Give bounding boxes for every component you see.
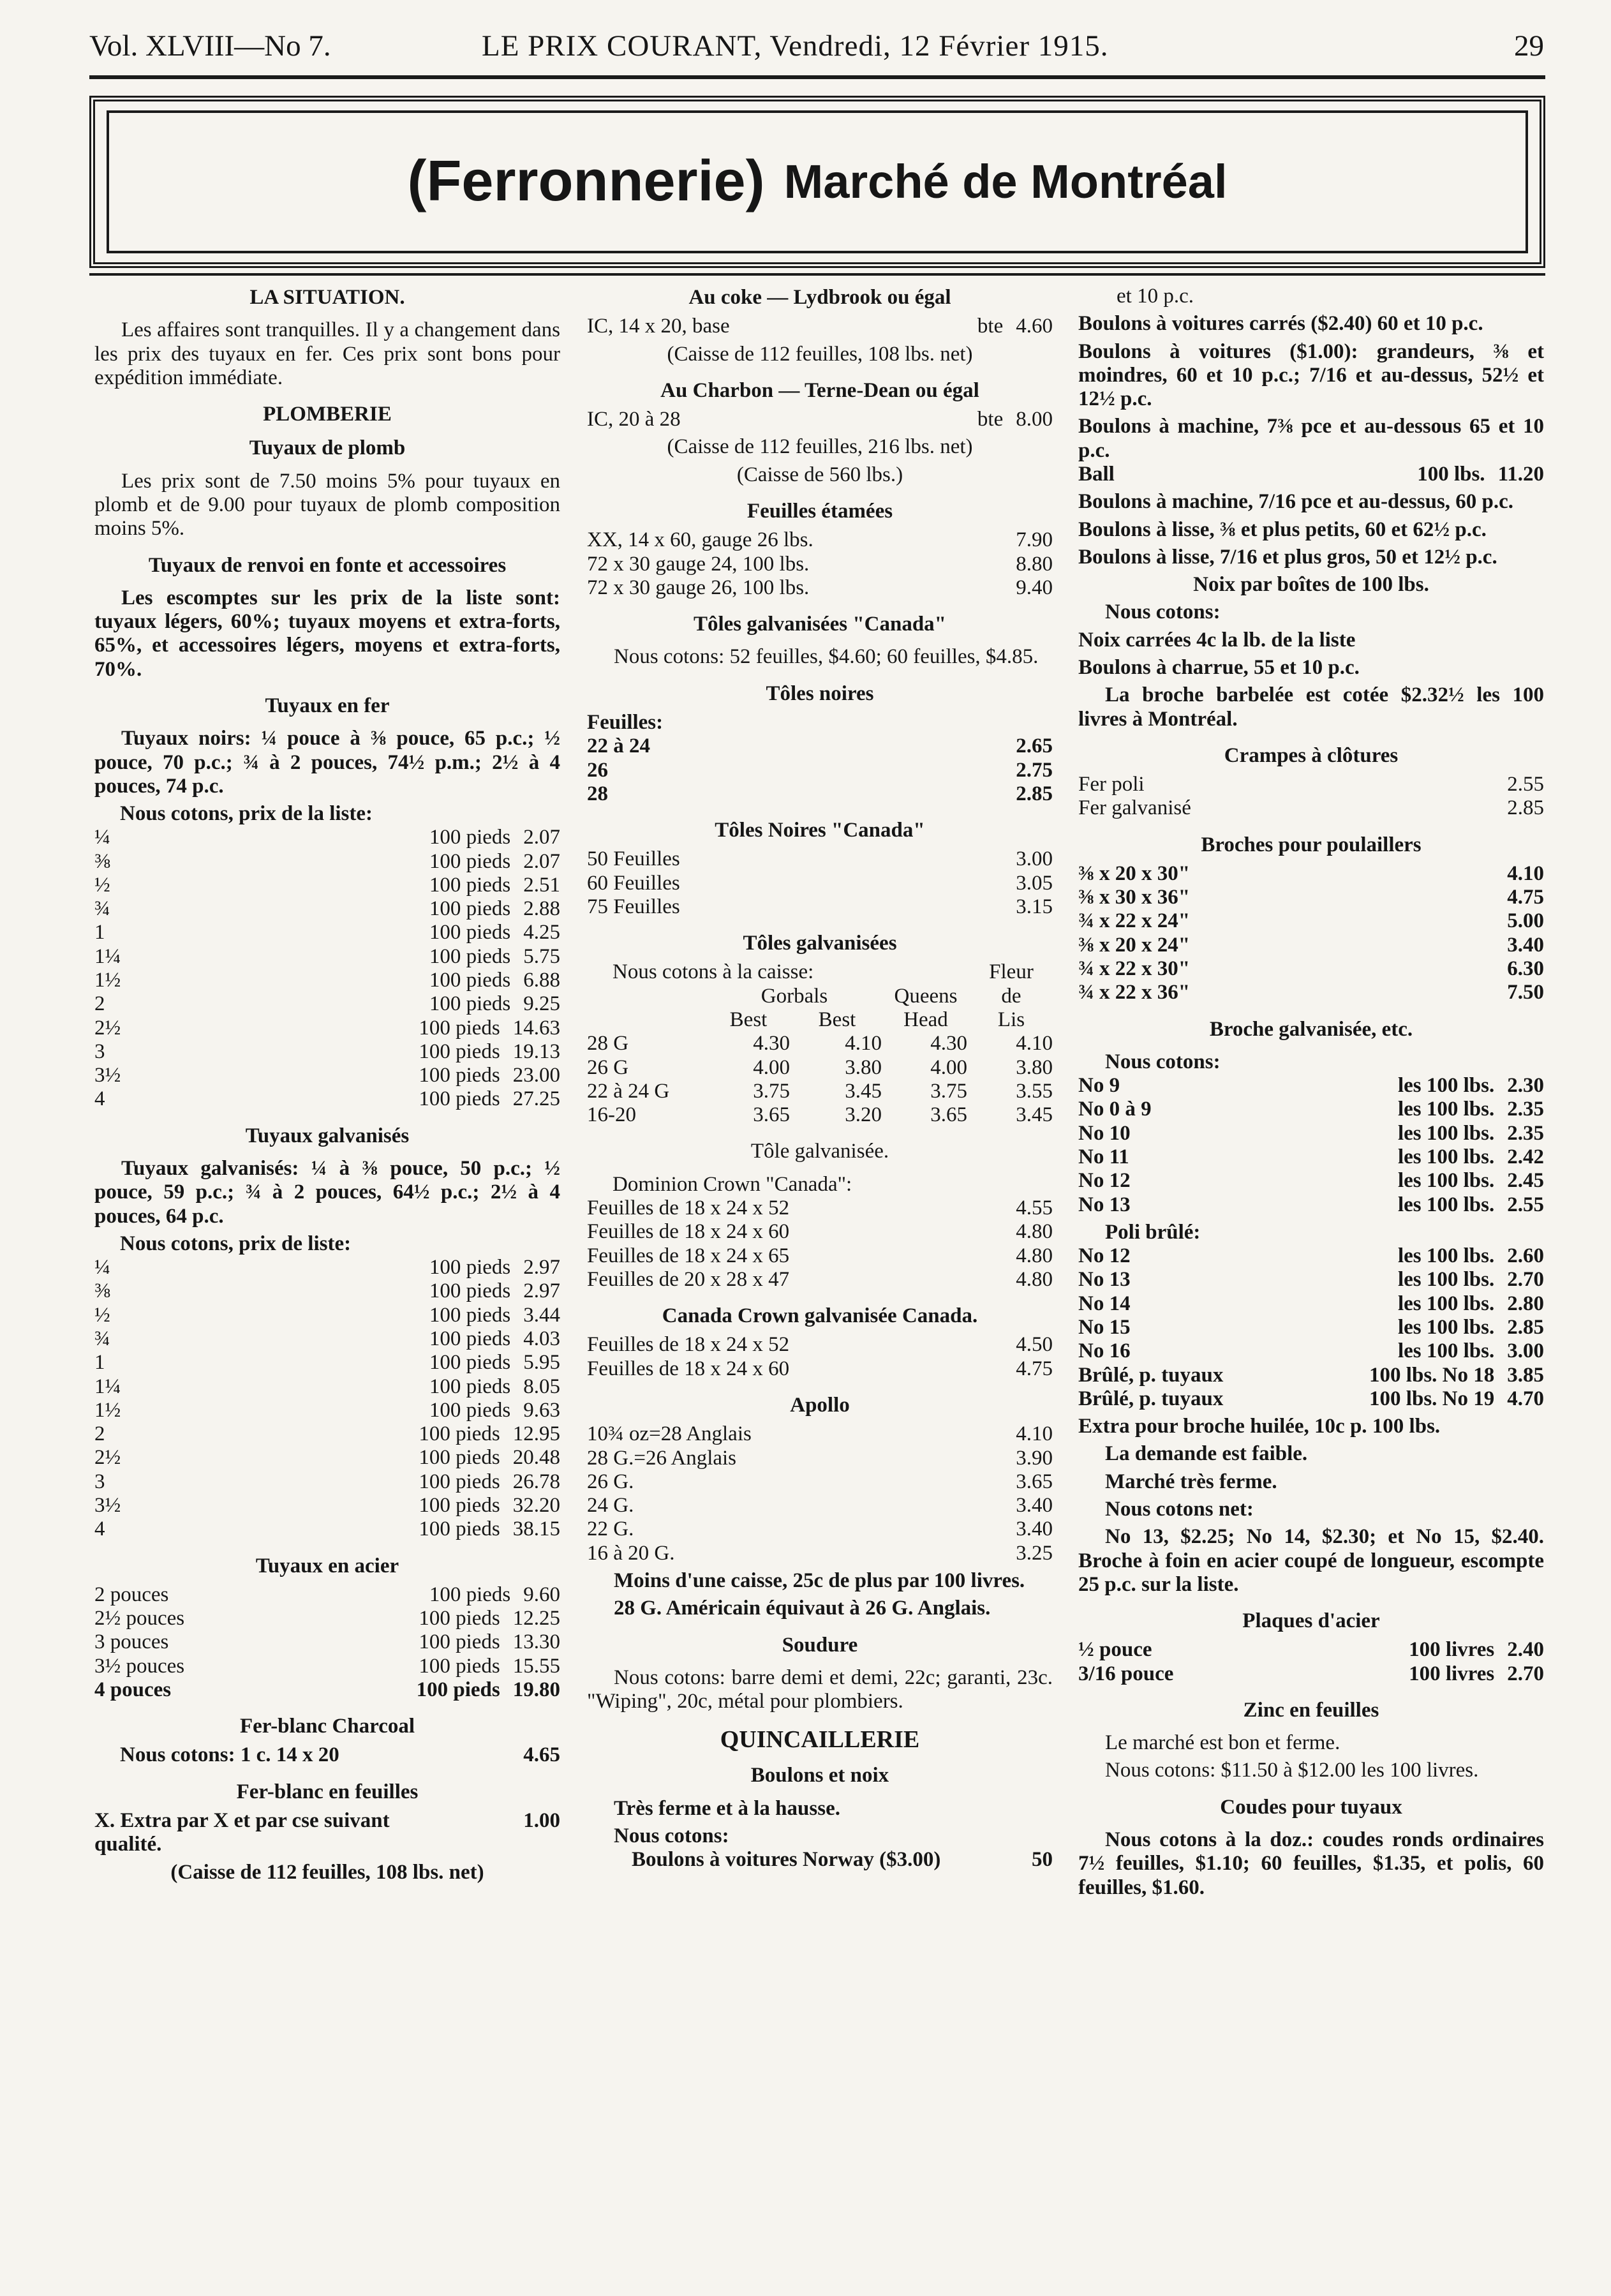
plomb-text: Les prix sont de 7.50 moins 5% pour tuyaux en plomb et de 9.00 pour tuyaux de plomb composition moins 5%. <box>94 469 560 540</box>
apollo-note-1: Moins d'une caisse, 25c de plus par 100 livres. <box>614 1569 1025 1592</box>
banner-category: (Ferronnerie) <box>407 149 765 214</box>
table-row: ½ pouce 100 livres 2.40 <box>1078 1638 1544 1662</box>
column-right <box>1078 281 1544 1900</box>
poli-subheading: Poli brûlé: <box>1105 1220 1201 1244</box>
banner-rule <box>89 273 1545 276</box>
charbon-row: IC, 20 à 28 bte 8.00 <box>587 408 1053 431</box>
table-row: 1½ 100 pieds 9.63 <box>94 1398 560 1422</box>
table-row: 3 100 pieds 19.13 <box>94 1040 560 1063</box>
table-row: No 13 les 100 lbs. 2.55 <box>1078 1193 1544 1216</box>
broche-galv-subheading: Nous cotons: <box>1105 1050 1221 1073</box>
plomb-heading: Tuyaux de plomb <box>249 436 406 460</box>
boulons-heading: Boulons et noix <box>750 1764 889 1787</box>
table-row: Feuilles de 18 x 24 x 60 4.80 <box>587 1220 1053 1244</box>
charcoal-row: Nous cotons: 1 c. 14 x 20 4.65 <box>120 1743 560 1767</box>
table-row: 26 2.75 <box>587 758 1053 782</box>
quincaillerie-heading: QUINCAILLERIE <box>720 1726 920 1754</box>
crown-heading: Canada Crown galvanisée Canada. <box>662 1304 978 1328</box>
situation-text: Les affaires sont tranquilles. Il y a changement dans les prix des tuyaux en fer. Ces prix sont bons pour expédition immédiate. <box>94 318 560 389</box>
zinc-heading: Zinc en feuilles <box>1243 1698 1379 1722</box>
noix-heading: Noix par boîtes de 100 lbs. <box>1193 573 1429 597</box>
table-row: No 15 les 100 lbs. 2.85 <box>1078 1315 1544 1339</box>
broche-line: La broche barbelée est cotée $2.32½ les 100 livres à Montréal. <box>1078 683 1544 731</box>
noires-heading: Tôles noires <box>766 682 874 705</box>
feuilles-note: (Caisse de 112 feuilles, 108 lbs. net) <box>170 1860 484 1884</box>
tole-galvanisee-heading: Tôle galvanisée. <box>750 1140 889 1163</box>
coke-note: (Caisse de 112 feuilles, 108 lbs. net) <box>667 342 973 366</box>
table-row: 4 100 pieds 38.15 <box>94 1517 560 1541</box>
table-row: 3½ 100 pieds 23.00 <box>94 1064 560 1087</box>
boulons-text-1: Très ferme et à la hausse. <box>614 1796 840 1820</box>
table-row: 28 2.85 <box>587 782 1053 805</box>
table-row: ½ 100 pieds 2.51 <box>94 873 560 897</box>
noix-subheading: Nous cotons: <box>1105 600 1221 624</box>
charbon-note: (Caisse de 112 feuilles, 216 lbs. net) <box>667 435 973 459</box>
tole-galv-heading: Tôles galvanisées <box>743 932 897 955</box>
table-row: 3 pouces 100 pieds 13.30 <box>94 1630 560 1654</box>
table-row: ¾ x 22 x 36" 7.50 <box>1078 981 1544 1004</box>
apollo-note-2: 28 G. Américain équivaut à 26 G. Anglais. <box>614 1597 991 1620</box>
net-text: No 13, $2.25; No 14, $2.30; et No 15, $2.40. Broche à foin en acier coupé de longueur, escompte 25 p.c. sur la liste. <box>1078 1525 1544 1596</box>
header-rule <box>89 75 1545 79</box>
boulons-continued: et 10 p.c. <box>1117 285 1194 308</box>
table-row: 16 à 20 G. 3.25 <box>587 1541 1053 1565</box>
table-row: No 12 les 100 lbs. 2.60 <box>1078 1244 1544 1268</box>
table-row: 72 x 30 gauge 24, 100 lbs. 8.80 <box>587 552 1053 576</box>
table-row: 72 x 30 gauge 26, 100 lbs. 9.40 <box>587 576 1053 599</box>
acier-price-list <box>94 1583 560 1702</box>
soudure-heading: Soudure <box>782 1633 858 1657</box>
table-row: ¾ x 22 x 24" 5.00 <box>1078 909 1544 933</box>
banner-frame <box>107 110 1528 253</box>
table-row: 28 G 4.30 4.10 4.30 4.10 <box>587 1032 1053 1055</box>
table-row: 24 G. 3.40 <box>587 1494 1053 1517</box>
canada-galv-heading: Tôles galvanisées "Canada" <box>693 613 947 636</box>
boulons-line-4: Boulons à machine, 7/16 pce et au-dessus, 60 p.c. <box>1078 490 1514 514</box>
table-row: Feuilles de 18 x 24 x 65 4.80 <box>587 1244 1053 1267</box>
table-row: Feuilles de 18 x 24 x 52 4.55 <box>587 1196 1053 1219</box>
net-line: Nous cotons net: <box>1105 1497 1254 1521</box>
acier-heading: Tuyaux en acier <box>255 1554 399 1577</box>
table-row: ⅜ 100 pieds 2.07 <box>94 849 560 873</box>
fer-heading: Tuyaux en fer <box>265 694 390 717</box>
noix-line: Noix carrées 4c la lb. de la liste <box>1078 628 1356 652</box>
table-row: 10¾ oz=28 Anglais 4.10 <box>587 1422 1053 1446</box>
broche-galv-heading: Broche galvanisée, etc. <box>1209 1017 1413 1041</box>
page-number: 29 <box>1514 29 1544 63</box>
table-row: No 11 les 100 lbs. 2.42 <box>1078 1145 1544 1168</box>
table-row: No 16 les 100 lbs. 3.00 <box>1078 1339 1544 1363</box>
table-row: ⅜ x 30 x 36" 4.75 <box>1078 886 1544 909</box>
plomberie-heading: PLOMBERIE <box>263 403 392 426</box>
poulaillers-heading: Broches pour poulaillers <box>1201 833 1422 856</box>
table-row: 3 100 pieds 26.78 <box>94 1470 560 1493</box>
ball-row: Ball 100 lbs. 11.20 <box>1078 462 1544 486</box>
charrue-line: Boulons à charrue, 55 et 10 p.c. <box>1078 655 1360 679</box>
table-row: 1½ 100 pieds 6.88 <box>94 969 560 992</box>
demande-line: La demande est faible. <box>1105 1442 1308 1466</box>
table-row: 22 G. 3.40 <box>587 1517 1053 1541</box>
table-row: 4 100 pieds 27.25 <box>94 1087 560 1111</box>
dominion-subheading: Dominion Crown "Canada": <box>612 1172 852 1196</box>
table-row: Brûlé, p. tuyaux 100 lbs. No 18 3.85 <box>1078 1363 1544 1387</box>
column-middle <box>587 281 1053 1872</box>
table-row: 50 Feuilles 3.00 <box>587 847 1053 871</box>
etamees-heading: Feuilles étamées <box>746 499 893 523</box>
soudure-text: Nous cotons: barre demi et demi, 22c; garanti, 23c. "Wiping", 20c, métal pour plombiers. <box>587 1666 1053 1713</box>
table-row: Feuilles de 18 x 24 x 52 4.50 <box>587 1333 1053 1357</box>
galv-table-header: Nous cotons à la caisse: Fleur Gorbals Queens de Best Best Head Lis <box>612 960 1034 1032</box>
table-row: ¼ 100 pieds 2.07 <box>94 826 560 849</box>
volume-number: Vol. XLVIII—No 7. <box>89 29 331 63</box>
coudes-heading: Coudes pour tuyaux <box>1220 1795 1402 1819</box>
extra-line: Extra pour broche huilée, 10c p. 100 lbs. <box>1078 1415 1441 1438</box>
boulons-line-2: Boulons à voitures ($1.00): grandeurs, ⅜ et moindres, 60 et 10 p.c.; 7/16 et au-dessus, 52½ et 12½ p.c. <box>1078 339 1544 411</box>
table-row: 3½ 100 pieds 32.20 <box>94 1493 560 1517</box>
table-row: 4 pouces 100 pieds 19.80 <box>94 1678 560 1701</box>
table-row: ¾ 100 pieds 4.03 <box>94 1327 560 1350</box>
table-row: 26 G. 3.65 <box>587 1470 1053 1493</box>
table-row: 60 Feuilles 3.05 <box>587 871 1053 895</box>
boulons-text-2: Nous cotons: <box>614 1824 729 1847</box>
table-row: 1¼ 100 pieds 5.75 <box>94 944 560 968</box>
table-row: 1¼ 100 pieds 8.05 <box>94 1375 560 1398</box>
table-row: Fer galvanisé 2.85 <box>1078 796 1544 820</box>
table-row: 3/16 pouce 100 livres 2.70 <box>1078 1662 1544 1685</box>
renvoi-heading: Tuyaux de renvoi en fonte et accessoires <box>148 553 507 577</box>
table-row: 2 100 pieds 9.25 <box>94 992 560 1016</box>
table-row: 26 G 4.00 3.80 4.00 3.80 <box>587 1055 1053 1079</box>
table-row: 16-20 3.65 3.20 3.65 3.45 <box>587 1103 1053 1127</box>
coke-heading: Au coke — Lydbrook ou égal <box>688 286 951 309</box>
table-row: 1 100 pieds 5.95 <box>94 1351 560 1375</box>
table-row: 22 à 24 G 3.75 3.45 3.75 3.55 <box>587 1079 1053 1103</box>
canada-galv-text: Nous cotons: 52 feuilles, $4.60; 60 feuilles, $4.85. <box>614 645 1039 669</box>
column-left <box>94 281 560 1884</box>
table-row: 2½ 100 pieds 14.63 <box>94 1016 560 1040</box>
charbon-note-2: (Caisse de 560 lbs.) <box>736 463 903 486</box>
page-header <box>89 29 1544 71</box>
charcoal-heading: Fer-blanc Charcoal <box>239 1715 415 1738</box>
table-row: ⅜ x 20 x 30" 4.10 <box>1078 861 1544 885</box>
galv-price-list <box>94 1256 560 1541</box>
table-row: ½ 100 pieds 3.44 <box>94 1303 560 1327</box>
table-row: Feuilles de 20 x 28 x 47 4.80 <box>587 1267 1053 1291</box>
fer-subheading: Nous cotons, prix de la liste: <box>120 802 373 826</box>
table-row: 2 pouces 100 pieds 9.60 <box>94 1583 560 1606</box>
galv-heading: Tuyaux galvanisés <box>245 1124 410 1147</box>
noires-subheading: Feuilles: <box>587 710 664 734</box>
table-row: No 10 les 100 lbs. 2.35 <box>1078 1121 1544 1145</box>
feuilles-heading: Fer-blanc en feuilles <box>236 1780 419 1803</box>
fer-text: Tuyaux noirs: ¼ pouce à ⅜ pouce, 65 p.c.; ½ pouce, 70 p.c.; ¾ à 2 pouces, 74½ p.m.; 2½ à 4 pouces, 74 p.c. <box>94 727 560 798</box>
table-row: Feuilles de 18 x 24 x 60 4.75 <box>587 1357 1053 1380</box>
situation-heading: LA SITUATION. <box>249 286 405 309</box>
table-row: 75 Feuilles 3.15 <box>587 895 1053 918</box>
zinc-text-2: Nous cotons: $11.50 à $12.00 les 100 livres. <box>1105 1759 1479 1782</box>
banner-title: Marché de Montréal <box>783 155 1228 209</box>
crampes-heading: Crampes à clôtures <box>1224 743 1399 767</box>
table-row: No 13 les 100 lbs. 2.70 <box>1078 1268 1544 1292</box>
table-row: 22 à 24 2.65 <box>587 734 1053 758</box>
noires-canada-heading: Tôles Noires "Canada" <box>715 819 925 842</box>
table-row: Fer poli 2.55 <box>1078 773 1544 796</box>
apollo-heading: Apollo <box>790 1393 850 1417</box>
coke-row: IC, 14 x 20, base bte 4.60 <box>587 315 1053 338</box>
table-row: ¼ 100 pieds 2.97 <box>94 1256 560 1279</box>
table-row: ⅜ 100 pieds 2.97 <box>94 1279 560 1303</box>
table-row: 2½ 100 pieds 20.48 <box>94 1446 560 1470</box>
table-row: No 0 à 9 les 100 lbs. 2.35 <box>1078 1098 1544 1121</box>
table-row: No 9 les 100 lbs. 2.30 <box>1078 1074 1544 1098</box>
table-row: 3½ pouces 100 pieds 15.55 <box>94 1654 560 1678</box>
boulons-line-6: Boulons à lisse, 7/16 et plus gros, 50 et 12½ p.c. <box>1078 545 1497 569</box>
newspaper-title: LE PRIX COURANT, Vendredi, 12 Février 1915. <box>482 29 1109 63</box>
marche-line: Marché très ferme. <box>1105 1470 1277 1493</box>
table-row: No 14 les 100 lbs. 2.80 <box>1078 1292 1544 1315</box>
table-row: XX, 14 x 60, gauge 26 lbs. 7.90 <box>587 528 1053 552</box>
plaques-heading: Plaques d'acier <box>1242 1609 1380 1633</box>
table-row: ¾ x 22 x 30" 6.30 <box>1078 957 1544 981</box>
table-row: 28 G.=26 Anglais 3.90 <box>587 1446 1053 1470</box>
boulons-line-3: Boulons à machine, 7⅜ pce et au-dessous 65 et 10 p.c. <box>1078 415 1544 462</box>
boulons-line-5: Boulons à lisse, ⅜ et plus petits, 60 et 62½ p.c. <box>1078 518 1487 541</box>
fer-price-list <box>94 826 560 1111</box>
boulons-norway-row: Boulons à voitures Norway ($3.00) 50 <box>632 1848 1053 1872</box>
zinc-text-1: Le marché est bon et ferme. <box>1105 1731 1340 1755</box>
galv-text: Tuyaux galvanisés: ¼ à ⅜ pouce, 50 p.c.; ½ pouce, 59 p.c.; ¾ à 2 pouces, 64½ p.c.; 2½ à 4 pouces, 64 p.c. <box>94 1157 560 1228</box>
table-row: No 12 les 100 lbs. 2.45 <box>1078 1169 1544 1193</box>
renvoi-text: Les escomptes sur les prix de la liste sont: tuyaux légers, 60%; tuyaux moyens et extra-forts, 65%, et accessoires légers, moyens et extra-forts, 70%. <box>94 586 560 681</box>
table-row: 2½ pouces 100 pieds 12.25 <box>94 1607 560 1630</box>
table-row: 1 100 pieds 4.25 <box>94 921 560 944</box>
coudes-text: Nous cotons à la doz.: coudes ronds ordinaires 7½ feuilles, $1.10; 60 feuilles, $1.35, et polis, 60 feuilles, $1.60. <box>1078 1828 1544 1899</box>
table-row: ¾ 100 pieds 2.88 <box>94 897 560 921</box>
charbon-heading: Au Charbon — Terne-Dean ou égal <box>660 378 979 402</box>
table-row: Brûlé, p. tuyaux 100 lbs. No 19 4.70 <box>1078 1387 1544 1410</box>
boulons-line-1: Boulons à voitures carrés ($2.40) 60 et 10 p.c. <box>1078 312 1483 336</box>
table-row: ⅜ x 20 x 24" 3.40 <box>1078 933 1544 957</box>
galv-subheading: Nous cotons, prix de liste: <box>120 1232 352 1255</box>
feuilles-row: X. Extra par X et par cse suivant qualité. 1.00 <box>94 1809 560 1856</box>
section-banner <box>89 96 1545 268</box>
table-row: 2 100 pieds 12.95 <box>94 1422 560 1446</box>
